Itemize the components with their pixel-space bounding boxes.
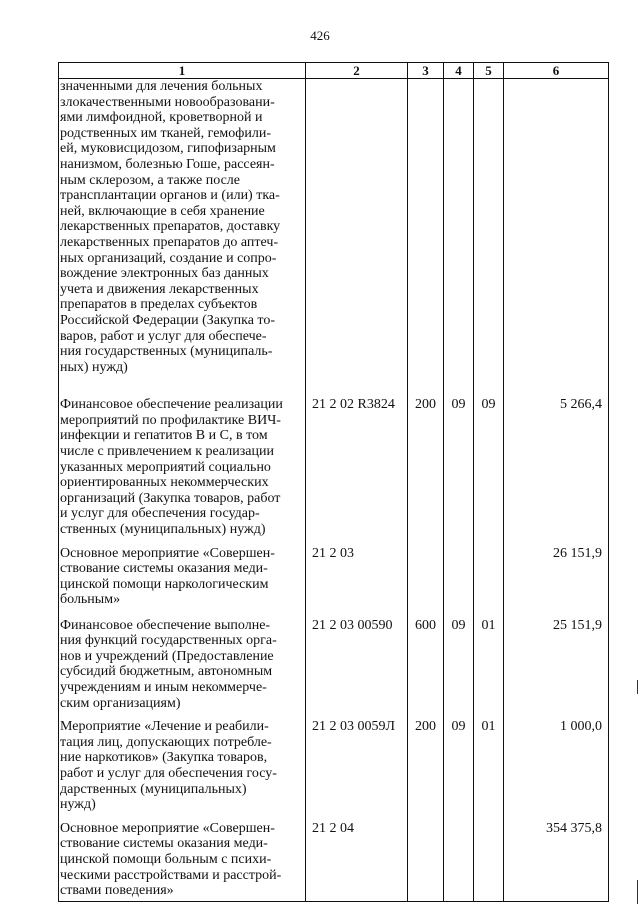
row-subsection [474, 546, 504, 618]
header-col-1: 1 [59, 63, 306, 79]
row-sum: 5 266,4 [504, 389, 609, 545]
row-code: 21 2 03 0059Л [306, 719, 408, 821]
row-sum: 25 151,9 [504, 618, 609, 720]
row-subsection: 09 [474, 389, 504, 545]
budget-table [58, 62, 609, 902]
table-row [59, 389, 609, 545]
row-name: Финансовое обеспечение реализации мероприятий по профилактике ВИЧ- инфекции и гепатитов В и С, в том числе с привлечением к реализации указанных мероприятий социально ориентированных некоммерческих организаций (Закупка товаров, работ и услуг для обеспечения государ- ственных (муниципальных) нужд) [59, 389, 306, 545]
table-row [59, 79, 609, 390]
table-row [59, 821, 609, 902]
row-code: 21 2 03 [306, 546, 408, 618]
row-expense-type [408, 546, 444, 618]
row-subsection [474, 821, 504, 902]
row-section: 09 [444, 618, 474, 720]
header-col-6: 6 [504, 63, 609, 79]
row-code: 21 2 03 00590 [306, 618, 408, 720]
row-expense-type: 200 [408, 389, 444, 545]
row-section: 09 [444, 719, 474, 821]
row-expense-type [408, 821, 444, 902]
table-row [59, 618, 609, 720]
row-section [444, 546, 474, 618]
row-name: Основное мероприятие «Совершен- ствование системы оказания меди- цинской помощи наркологическим больным» [59, 546, 306, 618]
row-name: Основное мероприятие «Совершен- ствование системы оказания меди- цинской помощи больным с психи- ческими расстройствами и расстрой- ствами поведения» [59, 821, 306, 902]
row-code: 21 2 04 [306, 821, 408, 902]
row-name: Финансовое обеспечение выполне- ния функций государственных орга- нов и учреждений (Предоставление субсидий бюджетным, автономным учреждениям и иным некоммерче- ским организациям) [59, 618, 306, 720]
row-section [444, 821, 474, 902]
header-col-5: 5 [474, 63, 504, 79]
row-expense-type: 600 [408, 618, 444, 720]
row-sum: 1 000,0 [504, 719, 609, 821]
row-sum [504, 79, 609, 390]
row-sum: 354 375,8 [504, 821, 609, 902]
row-sum: 26 151,9 [504, 546, 609, 618]
row-expense-type: 200 [408, 719, 444, 821]
header-col-4: 4 [444, 63, 474, 79]
row-code [306, 79, 408, 390]
table-row [59, 546, 609, 618]
row-subsection [474, 79, 504, 390]
scan-edge-mark [637, 680, 638, 694]
scan-edge-mark [637, 880, 638, 904]
page-number: 426 [310, 28, 330, 43]
header-col-2: 2 [306, 63, 408, 79]
row-subsection: 01 [474, 719, 504, 821]
table-header-row [59, 63, 609, 79]
row-section [444, 79, 474, 390]
row-code: 21 2 02 R3824 [306, 389, 408, 545]
row-section: 09 [444, 389, 474, 545]
row-name: значенными для лечения больных злокачественными новообразовани- ями лимфоидной, кроветворной и родственных им тканей, гемофили- ей, муковисцидозом, гипофизарным нанизмом, болезнью Гоше, рассеян- ным склерозом, а также после трансплантации органов и (или) тка- ней, включающие в себя хранение лекарственных препаратов, доставку лекарственных препаратов до аптеч- ных организаций, создание и сопро- вождение электронных баз данных учета и движения лекарственных препаратов в пределах субъектов Российской Федерации (Закупка то- варов, работ и услуг для обеспече- ния государственных (муниципаль- ных) нужд) [59, 79, 306, 390]
header-col-3: 3 [408, 63, 444, 79]
row-subsection: 01 [474, 618, 504, 720]
table-row [59, 719, 609, 821]
row-name: Мероприятие «Лечение и реабили- тация лиц, допускающих потребле- ние наркотиков» (Закупка товаров, работ и услуг для обеспечения госу- дарственных (муниципальных) нужд) [59, 719, 306, 821]
row-expense-type [408, 79, 444, 390]
